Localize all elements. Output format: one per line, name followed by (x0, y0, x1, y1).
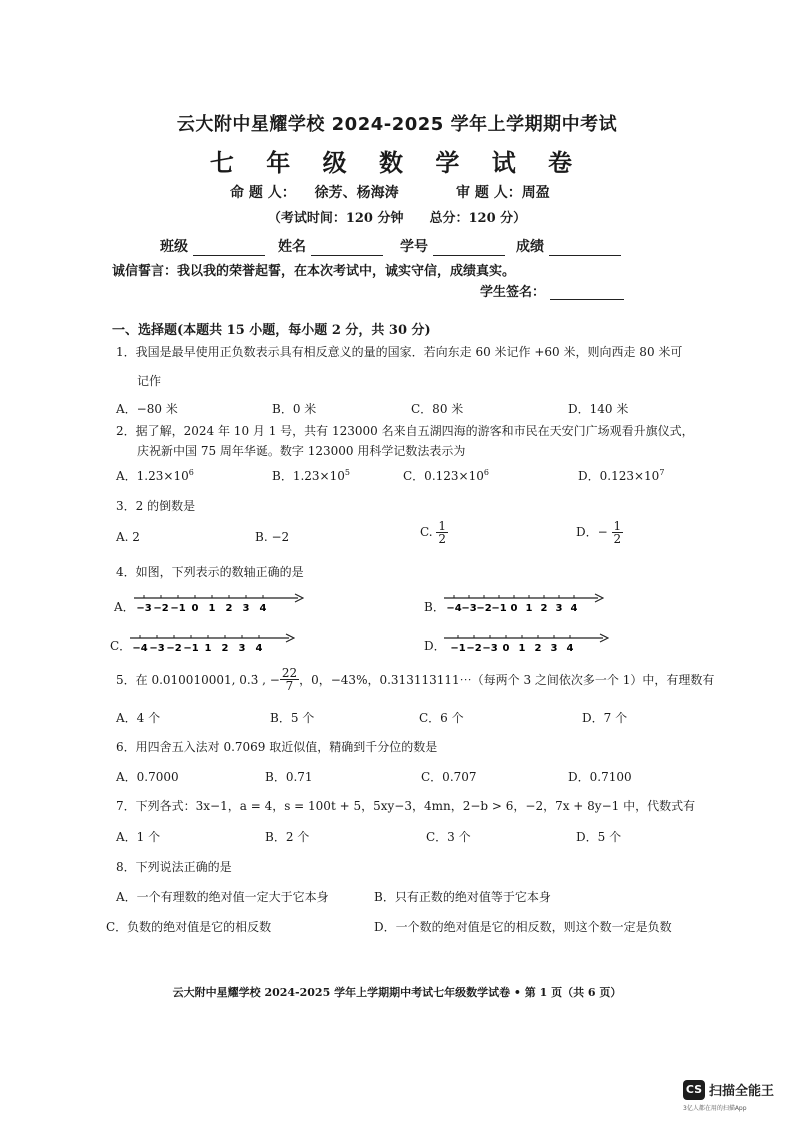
number-line-label: −3 (149, 643, 165, 654)
q8-option-a: A．一个有理数的绝对值一定大于它本身 (116, 890, 329, 904)
q2-option-d: D．$0.123\times 10^7$ (578, 468, 665, 483)
reviewer-label: 审 题 人： (456, 185, 522, 201)
number-line-label: 0 (502, 643, 510, 654)
scanner-watermark (683, 1075, 793, 1115)
number-line-label: −2 (466, 643, 482, 654)
number-line-label: 4 (259, 603, 267, 614)
score-blank[interactable] (549, 243, 621, 256)
number-line-label: 3 (242, 603, 250, 614)
watermark-app-name: 扫描全能王 (709, 1084, 775, 1099)
number-line-label: −3 (136, 603, 152, 614)
number-line-label: 2 (225, 603, 233, 614)
q5-option-b: B．5 个 (270, 711, 315, 725)
number-line-label: 2 (534, 643, 542, 654)
number-line-label: 4 (570, 603, 578, 614)
reviewer-line (456, 182, 550, 202)
score-label: 成绩 (516, 239, 544, 255)
number-line-label: −2 (153, 603, 169, 614)
question-5: 5．在 0.010010001, 0.3̇ , − $\frac{22}{7}$ ，0，−43%，0.313113111⋯（每两个 3 之间依次多一个 1）中，有理数有 (116, 666, 715, 693)
q7-option-c: C．3 个 (426, 830, 471, 844)
authors-line (230, 182, 399, 202)
q5-option-c: C．6 个 (419, 711, 464, 725)
q4-option-b: B． (424, 600, 445, 614)
q3-option-b: B. −2 (255, 530, 290, 544)
signature-label: 学生签名： (480, 285, 546, 300)
q1-option-b: B．0 米 (272, 402, 317, 416)
class-field (160, 236, 265, 256)
question-2-cont: 庆祝新中国 75 周年华诞。数字 123000 用科学记数法表示为 (137, 444, 466, 458)
number-line-label: 1 (525, 603, 533, 614)
q1-option-d: D．140 米 (568, 402, 629, 416)
question-2: 2．据了解，2024 年 10 月 1 号，共有 123000 名来自五湖四海的游客和市民在天安门广场观看升旗仪式， (116, 424, 694, 438)
section-heading: 一、选择题(本题共 15 小题，每小题 2 分，共 30 分) (112, 323, 431, 338)
student-id-blank[interactable] (433, 243, 505, 256)
number-line-label: 3 (238, 643, 246, 654)
q8-option-c: C．负数的绝对值是它的相反数 (106, 920, 272, 934)
signature-blank[interactable] (550, 287, 624, 300)
author-names: 徐芳、杨海涛 (314, 185, 399, 201)
number-line-c (130, 630, 295, 656)
number-line-label: 1 (208, 603, 216, 614)
q3-option-c: C. $\frac{1}{2}$ (420, 519, 447, 546)
class-label: 班级 (160, 239, 188, 255)
question-1-cont: 记作 (137, 374, 162, 388)
number-line-label: 4 (255, 643, 263, 654)
q4-option-a: A． (114, 600, 135, 614)
number-line-label: 3 (550, 643, 558, 654)
number-line-label: −1 (170, 603, 186, 614)
number-line-label: 0 (510, 603, 518, 614)
number-line-label: −4 (446, 603, 462, 614)
question-1: 1．我国是最早使用正负数表示具有相反意义的量的国家．若向东走 60 米记作 +60 米，则向西走 80 米可 (116, 345, 683, 359)
q8-option-d: D．一个数的绝对值是它的相反数，则这个数一定是负数 (374, 920, 672, 934)
number-line-label: 0 (191, 603, 199, 614)
author-label: 命 题 人： (230, 185, 296, 201)
question-4: 4．如图，下列表示的数轴正确的是 (116, 565, 304, 579)
q2-option-c: C．$0.123\times 10^6$ (403, 468, 489, 483)
score-field (516, 236, 621, 256)
exam-title: 云大附中星耀学校 2024-2025 学年上学期期中考试 (176, 114, 618, 135)
number-line-label: 1 (518, 643, 526, 654)
number-line-label: 3 (555, 603, 563, 614)
name-field (278, 236, 383, 256)
q4-option-c: C． (110, 639, 132, 653)
name-blank[interactable] (311, 243, 383, 256)
q8-option-b: B．只有正数的绝对值等于它本身 (374, 890, 551, 904)
q7-option-b: B．2 个 (265, 830, 310, 844)
q2-option-b: B．$1.23\times 10^5$ (272, 468, 350, 483)
q7-option-d: D．5 个 (576, 830, 622, 844)
q4-option-d: D． (424, 639, 446, 653)
number-line-label: −2 (476, 603, 492, 614)
number-line-label: −3 (482, 643, 498, 654)
number-line-a (134, 590, 304, 616)
student-id-field (400, 236, 505, 256)
q5-option-d: D．7 个 (582, 711, 628, 725)
q5-option-a: A．4 个 (116, 711, 161, 725)
q6-option-b: B．0.71 (265, 770, 313, 784)
q6-option-c: C．0.707 (421, 770, 477, 784)
name-label: 姓名 (278, 239, 306, 255)
exam-subtitle: 七 年 级 数 学 试 卷 (209, 149, 585, 177)
number-line-label: 4 (566, 643, 574, 654)
q1-option-a: A．−80 米 (116, 402, 178, 416)
number-line-label: −1 (491, 603, 507, 614)
question-8: 8．下列说法正确的是 (116, 860, 232, 874)
number-line-b (444, 590, 604, 616)
student-id-label: 学号 (400, 239, 428, 255)
q6-option-a: A．0.7000 (116, 770, 179, 784)
number-line-label: 2 (221, 643, 229, 654)
q7-option-a: A．1 个 (116, 830, 161, 844)
question-3: 3．2 的倒数是 (116, 499, 196, 513)
number-line-label: −2 (166, 643, 182, 654)
q6-option-d: D．0.7100 (568, 770, 632, 784)
question-7: 7．下列各式：3x−1，a = 4，s = 100t + 5，5xy−3，4mn，2−b > 6，−2，7x + 8y−1 中，代数式有 (116, 799, 696, 813)
class-blank[interactable] (193, 243, 265, 256)
number-line-label: 1 (204, 643, 212, 654)
exam-time-info: （考试时间：120 分钟 总分：120 分） (267, 211, 527, 226)
number-line-label: −4 (132, 643, 148, 654)
reviewer-name: 周盈 (521, 185, 550, 201)
watermark-tagline: 3亿人都在用的扫描App (683, 1105, 747, 1112)
q3-option-a: A. 2 (116, 530, 140, 544)
q2-option-a: A．$1.23\times 10^6$ (116, 468, 194, 483)
page-footer: 云大附中星耀学校 2024-2025 学年上学期期中考试七年级数学试卷 • 第 1 页（共 6 页） (172, 986, 622, 999)
number-line-label: −1 (450, 643, 466, 654)
question-6: 6．用四舍五入法对 0.7069 取近似值，精确到千分位的数是 (116, 740, 438, 754)
number-line-label: −3 (461, 603, 477, 614)
camscanner-logo-icon: CS (683, 1080, 705, 1100)
honesty-oath: 诚信誓言：我以我的荣誉起誓，在本次考试中，诚实守信，成绩真实。 (112, 264, 516, 279)
number-line-label: 2 (540, 603, 548, 614)
q3-option-d: D．− $\frac{1}{2}$ (576, 519, 622, 546)
number-line-d (444, 630, 609, 656)
q1-option-c: C．80 米 (411, 402, 464, 416)
number-line-label: −1 (183, 643, 199, 654)
signature-field (480, 281, 624, 300)
